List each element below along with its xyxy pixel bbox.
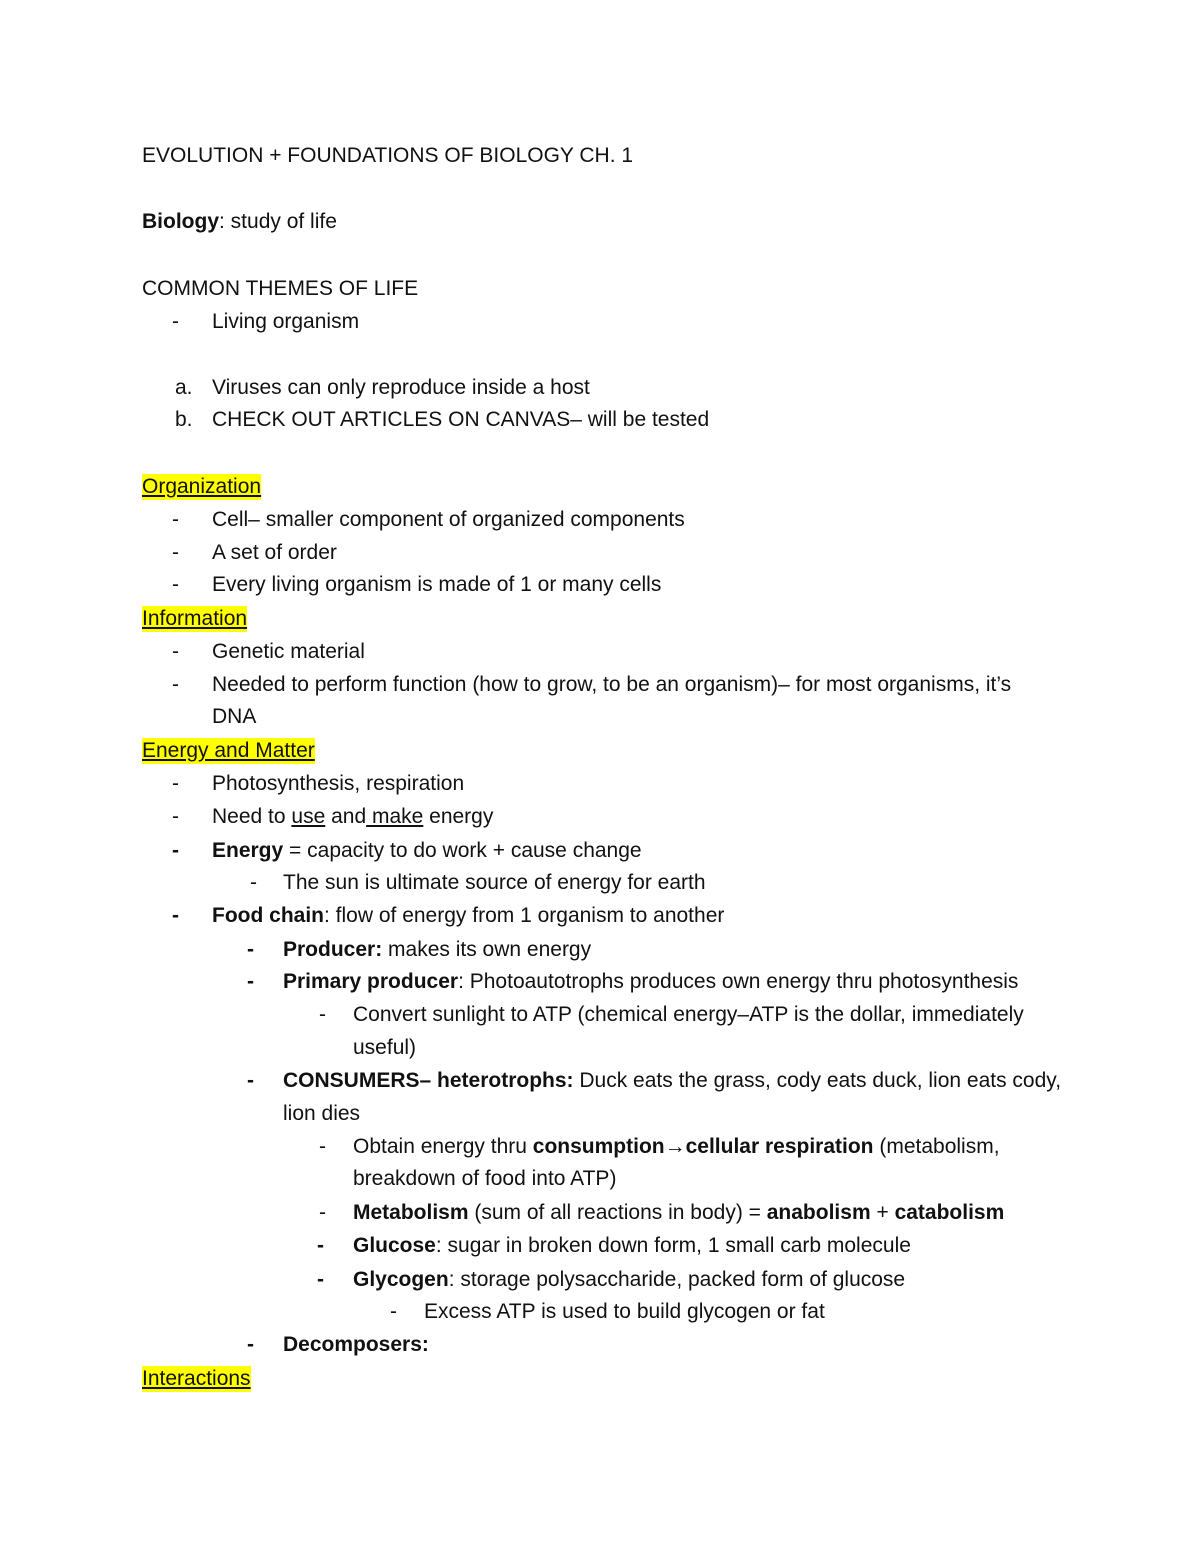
document-page: EVOLUTION + FOUNDATIONS OF BIOLOGY CH. 1 Biology: study of life COMMON THEMES OF LIFE - Living organism a. Viruses can only reproduce inside a host b. CHECK OUT ARTICLES ON CANVAS– will be tested Organization - Cell– smaller component of organized components - A set of order - Every living organism is made of 1 or many cells Information - Genetic material - Needed to perform function (how to grow, to be an organism)– for most organisms, it’s DNA Energy and Matter - Photosynthesis, respiration - Need to use and make energy - Energy = capacity to do work + cause change - The sun is ultimate source of energy for earth - Food chain: flow of energy from 1 organism to another - Producer: makes its own energy - Primary producer: Photoautotrophs produces own energy thru photosynthesis - Convert sunlight to ATP (chemical energy–ATP is the dollar, immediately useful) - CONSUMERS– heterotrophs: Duck eats the grass, cody eats duck, lion eats cody, lion dies - Obtain energy thru consumption→cellular respiration (metabolism, breakdown of food into ATP) - Metabolism (sum of all reactions in body) = anabolism + catabolism - Glucose: sugar in broken down form, 1 small carb molecule - Glycogen: storage polysaccharide, packed form of glucose - Excess ATP is used to build glycogen or fat - Decomposers: Interactions — [142, 144, 1062, 1390]
